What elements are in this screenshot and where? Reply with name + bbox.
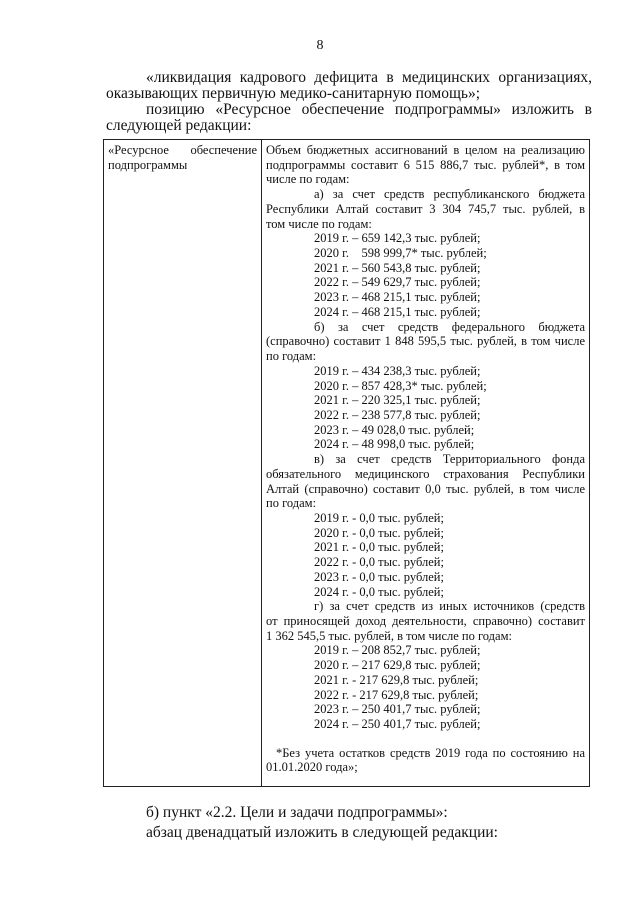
left-cell-word-1: «Ресурсное xyxy=(108,143,169,157)
intro-p2-line-1: позицию «Ресурсное обеспечение подпрограммы» изложить в xyxy=(146,101,592,118)
section-a-year: 2022 г. – 549 629,7 тыс. рублей; xyxy=(314,275,481,290)
section-d-line-2: от приносящей доход деятельности, справочно) составит xyxy=(266,614,585,628)
section-b-year: 2021 г. – 220 325,1 тыс. рублей; xyxy=(314,393,481,408)
section-c-year: 2023 г. - 0,0 тыс. рублей; xyxy=(314,569,444,584)
section-c-line-1: в) за счет средств Территориального фонда xyxy=(314,452,585,467)
section-b-year: 2024 г. – 48 998,0 тыс. рублей; xyxy=(314,437,475,452)
section-c-line-3: Алтай (справочно) составит 0,0 тыс. рублей, в том числе xyxy=(266,481,585,496)
intro-paragraph-2 xyxy=(106,102,592,118)
section-a-line-1: а) за счет средств республиканского бюджета xyxy=(314,187,585,202)
page-number: 8 xyxy=(316,38,324,53)
section-c-year: 2019 г. - 0,0 тыс. рублей; xyxy=(314,510,444,525)
intro-paragraph-2-cont xyxy=(106,118,592,134)
section-a-year: 2024 г. – 468 215,1 тыс. рублей; xyxy=(314,304,481,319)
section-d-year: 2020 г. – 217 629,8 тыс. рублей; xyxy=(314,658,481,673)
section-a-year: 2023 г. – 468 215,1 тыс. рублей; xyxy=(314,290,481,305)
section-c-year: 2021 г. - 0,0 тыс. рублей; xyxy=(314,540,444,555)
section-b-line-2: (справочно) составит 1 848 595,5 тыс. рублей, в том числе xyxy=(266,334,585,349)
footnote-line-1: *Без учета остатков средств 2019 года по состоянию на xyxy=(276,745,585,760)
section-b-year: 2023 г. – 49 028,0 тыс. рублей; xyxy=(314,422,475,437)
section-b-line-3: по годам: xyxy=(266,349,317,364)
section-d-year: 2024 г. – 250 401,7 тыс. рублей; xyxy=(314,717,481,732)
intro-p2-line-2: следующей редакции: xyxy=(106,117,252,134)
intro-paragraph-1 xyxy=(106,70,592,86)
section-b-year: 2022 г. – 238 577,8 тыс. рублей; xyxy=(314,407,481,422)
section-d-year: 2023 г. – 250 401,7 тыс. рублей; xyxy=(314,702,481,717)
section-d-year: 2019 г. – 208 852,7 тыс. рублей; xyxy=(314,643,481,658)
section-c-year: 2020 г. - 0,0 тыс. рублей; xyxy=(314,525,444,540)
section-c-year: 2022 г. - 0,0 тыс. рублей; xyxy=(314,555,444,570)
section-a-line-3: том числе по годам: xyxy=(266,216,372,231)
intro-p1-line-1: «ликвидация кадрового дефицита в медицинских организациях, xyxy=(146,69,592,86)
section-c-year: 2024 г. - 0,0 тыс. рублей; xyxy=(314,584,444,599)
outro-line-1: б) пункт «2.2. Цели и задачи подпрограммы»: xyxy=(146,804,448,821)
section-b-year: 2020 г. – 857 428,3* тыс. рублей; xyxy=(314,378,487,393)
section-a-year: 2020 г. 598 999,7* тыс. рублей; xyxy=(314,246,487,261)
section-c-line-4: по годам: xyxy=(266,496,317,511)
left-cell-word-2: обеспечение xyxy=(190,143,257,157)
section-d-year: 2021 г. - 217 629,8 тыс. рублей; xyxy=(314,672,479,687)
section-d-year: 2022 г. - 217 629,8 тыс. рублей; xyxy=(314,687,479,702)
intro-p1-line-2: оказывающих первичную медико-санитарную помощь»; xyxy=(106,85,481,102)
left-cell-line-2: подпрограммы xyxy=(108,157,188,172)
resource-table xyxy=(103,139,590,787)
section-d-line-1: г) за счет средств из иных источников (средств xyxy=(314,599,585,614)
total-line-1: Объем бюджетных ассигнований в целом на реализацию xyxy=(266,143,585,157)
total-line-2: подпрограммы составит 6 515 886,7 тыс. рублей*, в том xyxy=(266,157,585,172)
section-a-year: 2021 г. – 560 543,8 тыс. рублей; xyxy=(314,260,481,275)
section-c-line-2: обязательного медицинского страхования Республики xyxy=(266,466,585,481)
section-b-year: 2019 г. – 434 238,3 тыс. рублей; xyxy=(314,363,481,378)
outro-line-2: абзац двенадцатый изложить в следующей редакции: xyxy=(146,824,498,841)
section-b-line-1: б) за счет средств федерального бюджета xyxy=(314,319,585,334)
section-a-line-2: Республики Алтай составит 3 304 745,7 тыс. рублей, в xyxy=(266,201,585,216)
section-a-year: 2019 г. – 659 142,3 тыс. рублей; xyxy=(314,231,481,246)
section-d-line-3: 1 362 545,5 тыс. рублей, в том числе по годам: xyxy=(266,628,512,643)
table-right-cell xyxy=(262,140,589,786)
total-line-3: числе по годам: xyxy=(266,172,350,187)
table-left-cell xyxy=(104,140,262,786)
spacer xyxy=(266,732,585,746)
intro-paragraph-1-cont xyxy=(106,86,592,102)
footnote-line-2: 01.01.2020 года»; xyxy=(266,760,358,775)
